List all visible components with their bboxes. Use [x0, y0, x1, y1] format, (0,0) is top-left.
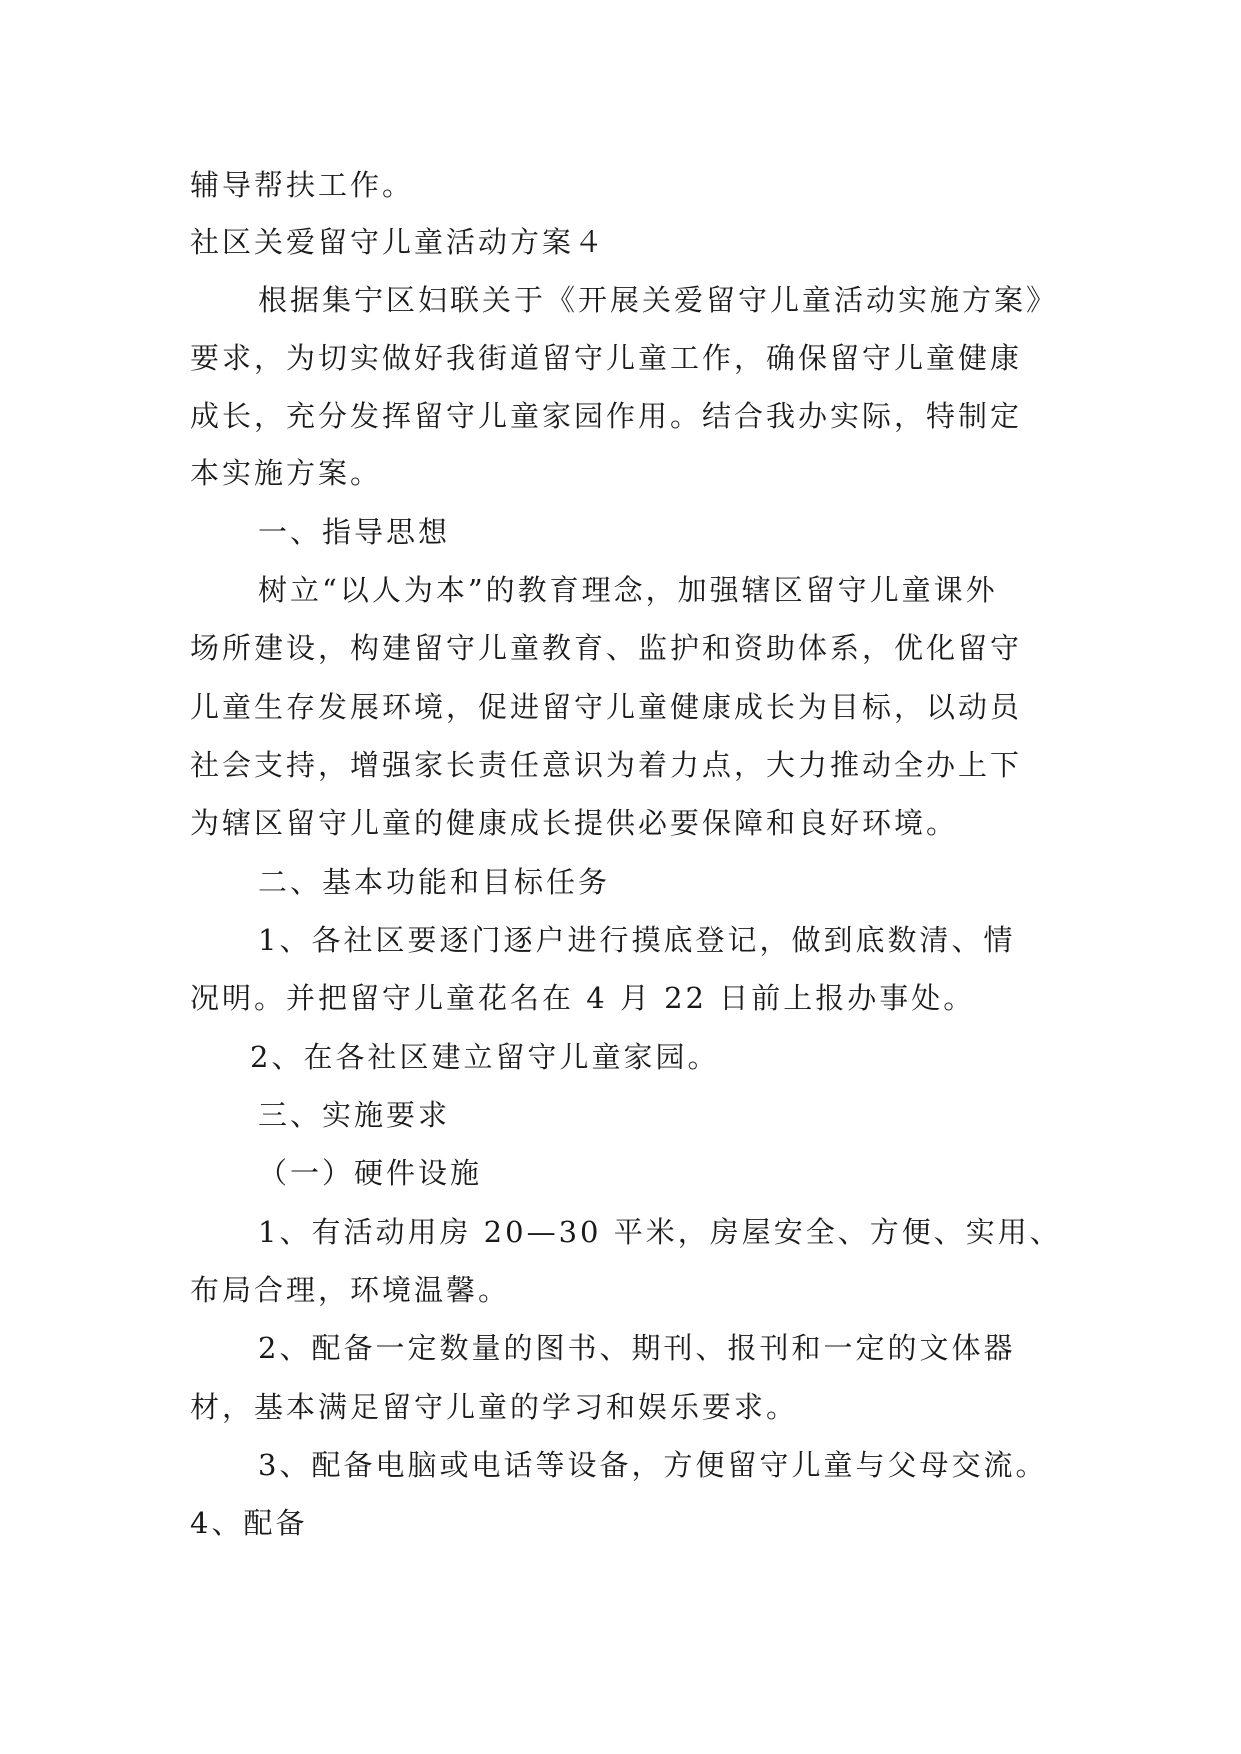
list-item-line: 2、在各社区建立留守儿童家园。: [250, 1040, 720, 1074]
list-item-line: 3、配备电脑或电话等设备，方便留守儿童与父母交流。: [258, 1448, 1048, 1482]
paragraph-line: 树立“以人为本”的教育理念，加强辖区留守儿童课外: [258, 573, 998, 607]
list-item-line: 2、配备一定数量的图书、期刊、报刊和一定的文体器: [258, 1331, 1016, 1365]
section-title: 社区关爱留守儿童活动方案４: [190, 225, 607, 259]
heading-implementation-requirements: 三、实施要求: [258, 1098, 451, 1132]
list-item-line: 1、有活动用房 20—30 平米，房屋安全、方便、实用、: [258, 1215, 1062, 1249]
list-item-line: 材，基本满足留守儿童的学习和娱乐要求。: [190, 1390, 799, 1424]
subheading-hardware: （一）硬件设施: [258, 1156, 483, 1190]
paragraph-line: 成长，充分发挥留守儿童家园作用。结合我办实际，特制定: [190, 399, 1023, 433]
paragraph-line: 场所建设，构建留守儿童教育、监护和资助体系，优化留守: [190, 631, 1023, 665]
paragraph-line: 根据集宁区妇联关于《开展关爱留守儿童活动实施方案》: [258, 283, 1059, 317]
paragraph-line: 社会支持，增强家长责任意识为着力点，大力推动全办上下: [190, 748, 1023, 782]
paragraph-line: 要求，为切实做好我街道留守儿童工作，确保留守儿童健康: [190, 341, 1023, 375]
paragraph-line: 辅导帮扶工作。: [190, 168, 415, 202]
list-item-line: 1、各社区要逐门逐户进行摸底登记，做到底数清、情: [258, 923, 1016, 957]
list-item-line: 况明。并把留守儿童花名在 4 月 22 日前上报办事处。: [190, 981, 976, 1015]
heading-functions-goals: 二、基本功能和目标任务: [258, 865, 611, 899]
paragraph-line: 儿童生存发展环境，促进留守儿童健康成长为目标，以动员: [190, 690, 1023, 724]
paragraph-line: 为辖区留守儿童的健康成长提供必要保障和良好环境。: [190, 806, 959, 840]
list-item-line: 布局合理，环境温馨。: [190, 1273, 511, 1307]
list-item-line: 4、配备: [190, 1506, 308, 1540]
paragraph-line: 本实施方案。: [190, 456, 383, 490]
heading-guiding-ideology: 一、指导思想: [258, 515, 451, 549]
